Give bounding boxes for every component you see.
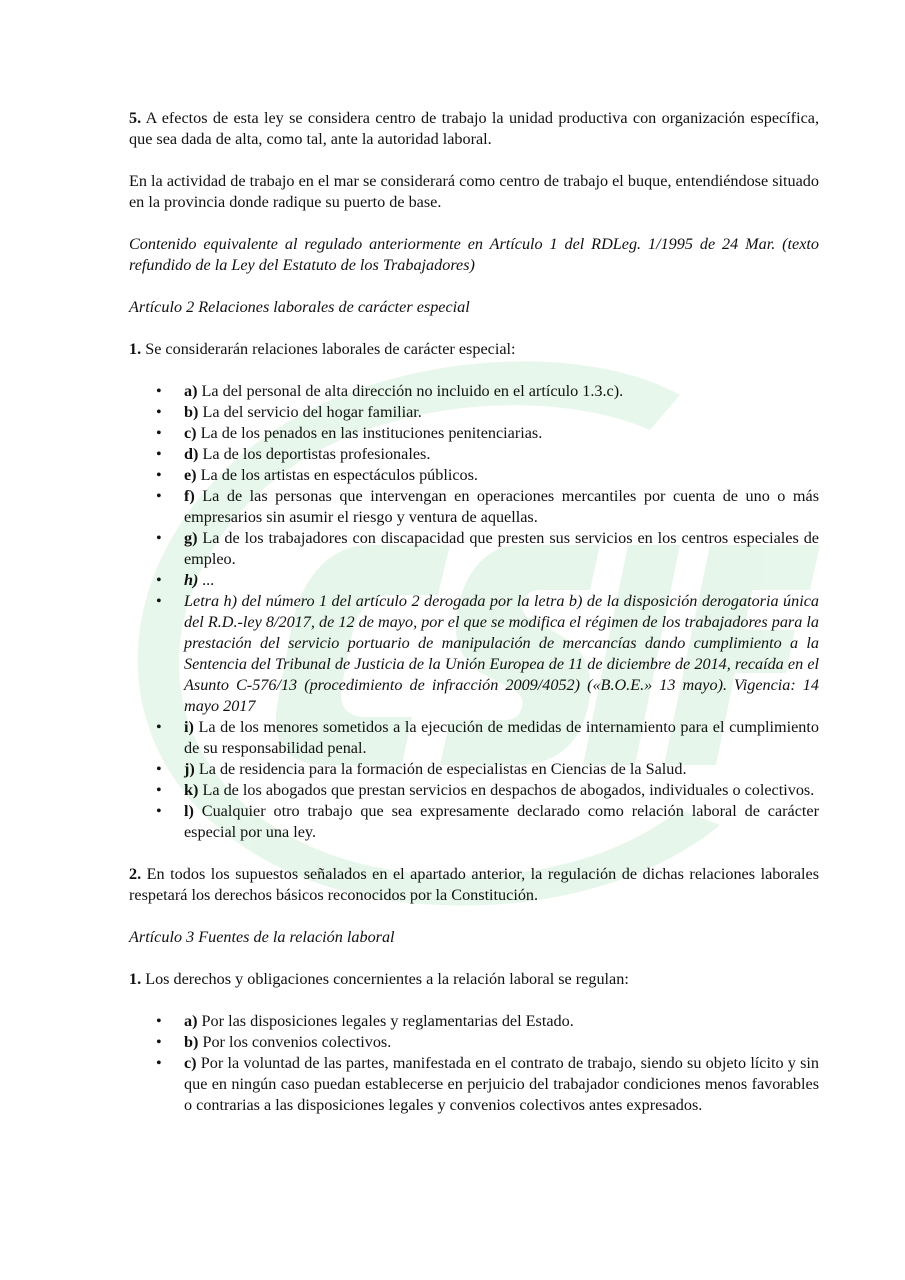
list-item: • f) La de las personas que intervengan en operaciones mercantiles por cuenta de uno o más empresarios sin asumir el riesgo y ventura de aquellas.	[184, 486, 819, 528]
paragraph-buque: En la actividad de trabajo en el mar se considerará como centro de trabajo el buque, entendiéndose situado en la provincia donde radique su puerto de base.	[129, 172, 819, 211]
list-item: • c) Por la voluntad de las partes, manifestada en el contrato de trabajo, siendo su objeto lícito y sin que en ningún caso puedan establecerse en perjuicio del trabajador condiciones menos favorables o contrarias a las disposiciones legales y convenios colectivos antes expresados.	[184, 1053, 819, 1116]
list-item: • e) La de los artistas en espectáculos públicos.	[184, 465, 819, 486]
article-3-heading: Artículo 3 Fuentes de la relación laboral	[129, 928, 395, 946]
list-item: • l) Cualquier otro trabajo que sea expresamente declarado como relación laboral de carácter especial por una ley.	[184, 801, 819, 843]
article-3-sources-list	[129, 1011, 819, 1116]
list-item: • h) ...	[184, 570, 819, 591]
list-item: • b) La del servicio del hogar familiar.	[184, 402, 819, 423]
list-item: • b) Por los convenios colectivos.	[184, 1032, 819, 1053]
list-item: • c) La de los penados en las instituciones penitenciarias.	[184, 423, 819, 444]
list-item: • d) La de los deportistas profesionales.	[184, 444, 819, 465]
list-item: • i) La de los menores sometidos a la ejecución de medidas de internamiento para el cumplimiento de su responsabilidad penal.	[184, 717, 819, 759]
article-2-special-relations-list	[129, 381, 819, 843]
derogation-note: • Letra h) del número 1 del artículo 2 derogada por la letra b) de la disposición derogatoria única del R.D.-ley 8/2017, de 12 de mayo, por el que se modifica el régimen de los trabajadores para la prestación del servicio portuario de manipulación de mercancías dando cumplimiento a la Sentencia del Tribunal de Justicia de la Unión Europea de 11 de diciembre de 2014, recaída en el Asunto C-576/13 (procedimiento de infracción 2009/4052) («B.O.E.» 13 mayo). Vigencia: 14 mayo 2017	[184, 591, 819, 717]
document-body	[129, 108, 819, 1137]
list-item: • j) La de residencia para la formación de especialistas en Ciencias de la Salud.	[184, 759, 819, 780]
article-2-paragraph-1: 1. Se considerarán relaciones laborales de carácter especial:	[129, 340, 516, 358]
list-item: • a) Por las disposiciones legales y reglamentarias del Estado.	[184, 1011, 819, 1032]
article-3-paragraph-1: 1. Los derechos y obligaciones concernientes a la relación laboral se regulan:	[129, 970, 629, 988]
reference-note: Contenido equivalente al regulado anteriormente en Artículo 1 del RDLeg. 1/1995 de 24 Mar. (texto refundido de la Ley del Estatuto de los Trabajadores)	[129, 235, 819, 274]
list-item: • a) La del personal de alta dirección no incluido en el artículo 1.3.c).	[184, 381, 819, 402]
list-item: • k) La de los abogados que prestan servicios en despachos de abogados, individuales o colectivos.	[184, 780, 819, 801]
list-item: • g) La de los trabajadores con discapacidad que presten sus servicios en los centros especiales de empleo.	[184, 528, 819, 570]
paragraph-5: 5. A efectos de esta ley se considera centro de trabajo la unidad productiva con organización específica, que sea dada de alta, como tal, ante la autoridad laboral.	[129, 109, 819, 148]
article-2-heading: Artículo 2 Relaciones laborales de carácter especial	[129, 298, 470, 316]
article-2-paragraph-2: 2. En todos los supuestos señalados en el apartado anterior, la regulación de dichas relaciones laborales respetará los derechos básicos reconocidos por la Constitución.	[129, 865, 819, 904]
